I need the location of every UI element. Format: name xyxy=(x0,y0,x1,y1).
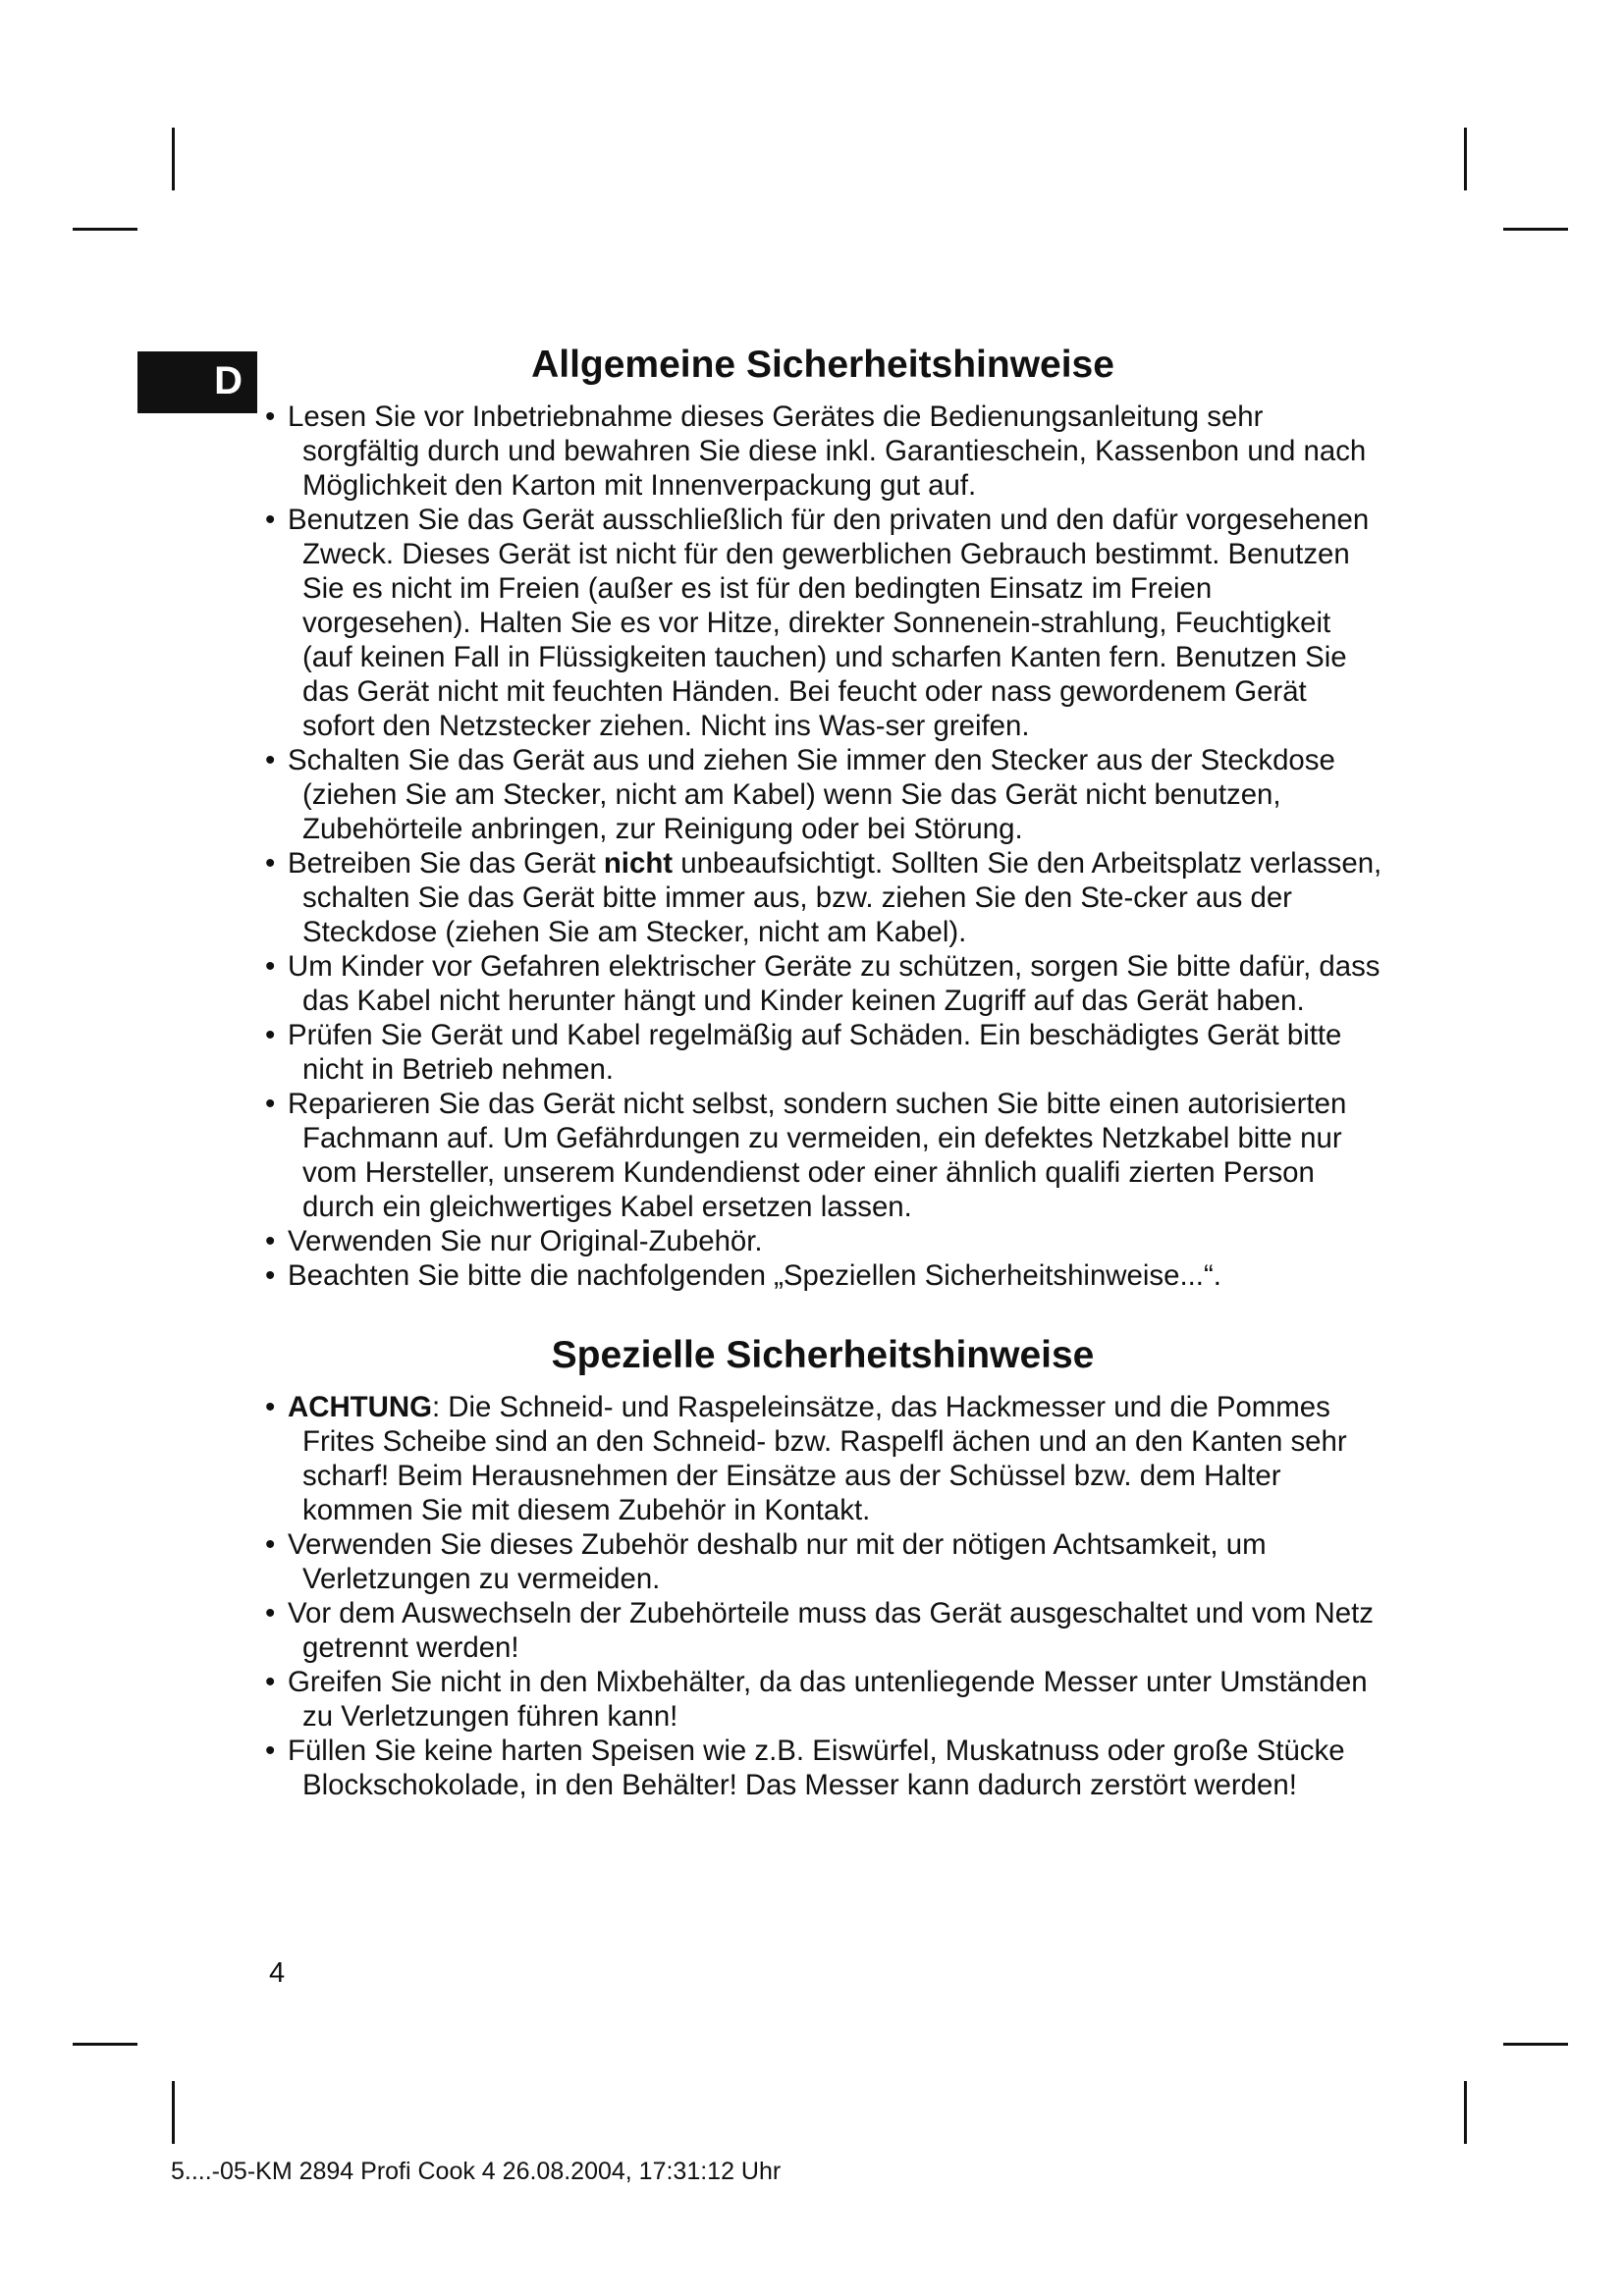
crop-mark-bottom-right-horizontal xyxy=(1503,2043,1568,2046)
special-safety-list xyxy=(263,1390,1382,1802)
section-title-general-safety: Allgemeine Sicherheitshinweise xyxy=(531,344,1114,386)
list-item: • Betreiben Sie das Gerät nicht unbeaufsichtigt. Sollten Sie den Arbeitsplatz verlassen, schalten Sie das Gerät bitte immer aus, bzw. ziehen Sie den Ste-cker aus der Steckdose (ziehen Sie am Stecker, nicht am Kabel). xyxy=(263,846,1382,949)
list-item: • Greifen Sie nicht in den Mixbehälter, da das untenliegende Messer unter Umständen zu Verletzungen führen kann! xyxy=(263,1665,1382,1734)
language-tab-label: D xyxy=(214,359,244,402)
page-number: 4 xyxy=(269,1957,286,1989)
list-item: • Benutzen Sie das Gerät ausschließlich für den privaten und den dafür vorgesehenen Zweck. Dieses Gerät ist nicht für den gewerblichen Gebrauch bestimmt. Benutzen Sie es nicht im Freien (außer es ist für den bedingten Einsatz im Freien vorgesehen). Halten Sie es vor Hitze, direkter Sonnenein-strahlung, Feuchtigkeit (auf keinen Fall in Flüssigkeiten tauchen) und scharfen Kanten fern. Benutzen Sie das Gerät nicht mit feuchten Händen. Bei feucht oder nass gewordenem Gerät sofort den Netzstecker ziehen. Nicht ins Was-ser greifen. xyxy=(263,503,1382,743)
crop-mark-bottom-left-vertical xyxy=(172,2081,175,2144)
crop-mark-top-right-horizontal xyxy=(1503,228,1568,231)
list-item: • Verwenden Sie nur Original-Zubehör. xyxy=(263,1224,1382,1258)
list-item: • Um Kinder vor Gefahren elektrischer Geräte zu schützen, sorgen Sie bitte dafür, dass das Kabel nicht herunter hängt und Kinder keinen Zugriff auf das Gerät haben. xyxy=(263,949,1382,1018)
crop-mark-top-right-vertical xyxy=(1464,128,1467,190)
list-item: • Beachten Sie bitte die nachfolgenden „Speziellen Sicherheitshinweise...“. xyxy=(263,1258,1382,1293)
list-item: • Reparieren Sie das Gerät nicht selbst, sondern suchen Sie bitte einen autorisierten Fachmann auf. Um Gefährdungen zu vermeiden, ein defektes Netzkabel bitte nur vom Hersteller, unserem Kundendienst oder einer ähnlich qualifi zierten Person durch ein gleichwertiges Kabel ersetzen lassen. xyxy=(263,1087,1382,1224)
list-item: • Prüfen Sie Gerät und Kabel regelmäßig auf Schäden. Ein beschädigtes Gerät bitte nicht in Betrieb nehmen. xyxy=(263,1018,1382,1087)
list-item: • Füllen Sie keine harten Speisen wie z.B. Eiswürfel, Muskatnuss oder große Stücke Blockschokolade, in den Behälter! Das Messer kann dadurch zerstört werden! xyxy=(263,1734,1382,1802)
list-item: • Lesen Sie vor Inbetriebnahme dieses Gerätes die Bedienungsanleitung sehr sorgfältig durch und bewahren Sie diese inkl. Garantieschein, Kassenbon und nach Möglichkeit den Karton mit Innenverpackung gut auf. xyxy=(263,400,1382,503)
general-safety-list xyxy=(263,400,1382,1293)
crop-mark-top-left-vertical xyxy=(172,128,175,190)
main-content xyxy=(263,340,1382,1802)
list-item: • Schalten Sie das Gerät aus und ziehen Sie immer den Stecker aus der Steckdose (ziehen Sie am Stecker, nicht am Kabel) wenn Sie das Gerät nicht benutzen, Zubehörteile anbringen, zur Reinigung oder bei Störung. xyxy=(263,743,1382,846)
language-tab xyxy=(137,351,257,413)
list-item: • Verwenden Sie dieses Zubehör deshalb nur mit der nötigen Achtsamkeit, um Verletzungen zu vermeiden. xyxy=(263,1527,1382,1596)
list-item: • ACHTUNG: Die Schneid- und Raspeleinsätze, das Hackmesser und die Pommes Frites Scheibe sind an den Schneid- bzw. Raspelfl ächen und an den Kanten sehr scharf! Beim Herausnehmen der Einsätze aus der Schüssel bzw. dem Halter kommen Sie mit diesem Zubehör in Kontakt. xyxy=(263,1390,1382,1527)
emphasis-achtung: ACHTUNG xyxy=(288,1391,432,1423)
section-title-special-safety: Spezielle Sicherheitshinweise xyxy=(551,1334,1095,1376)
crop-mark-top-left-horizontal xyxy=(73,228,137,231)
crop-mark-bottom-right-vertical xyxy=(1464,2081,1467,2144)
list-item: • Vor dem Auswechseln der Zubehörteile muss das Gerät ausgeschaltet und vom Netz getrennt werden! xyxy=(263,1596,1382,1665)
crop-mark-bottom-left-horizontal xyxy=(73,2043,137,2046)
emphasis-nicht: nicht xyxy=(603,847,674,880)
print-imprint: 5....-05-KM 2894 Profi Cook 4 26.08.2004, 17:31:12 Uhr xyxy=(171,2158,782,2185)
